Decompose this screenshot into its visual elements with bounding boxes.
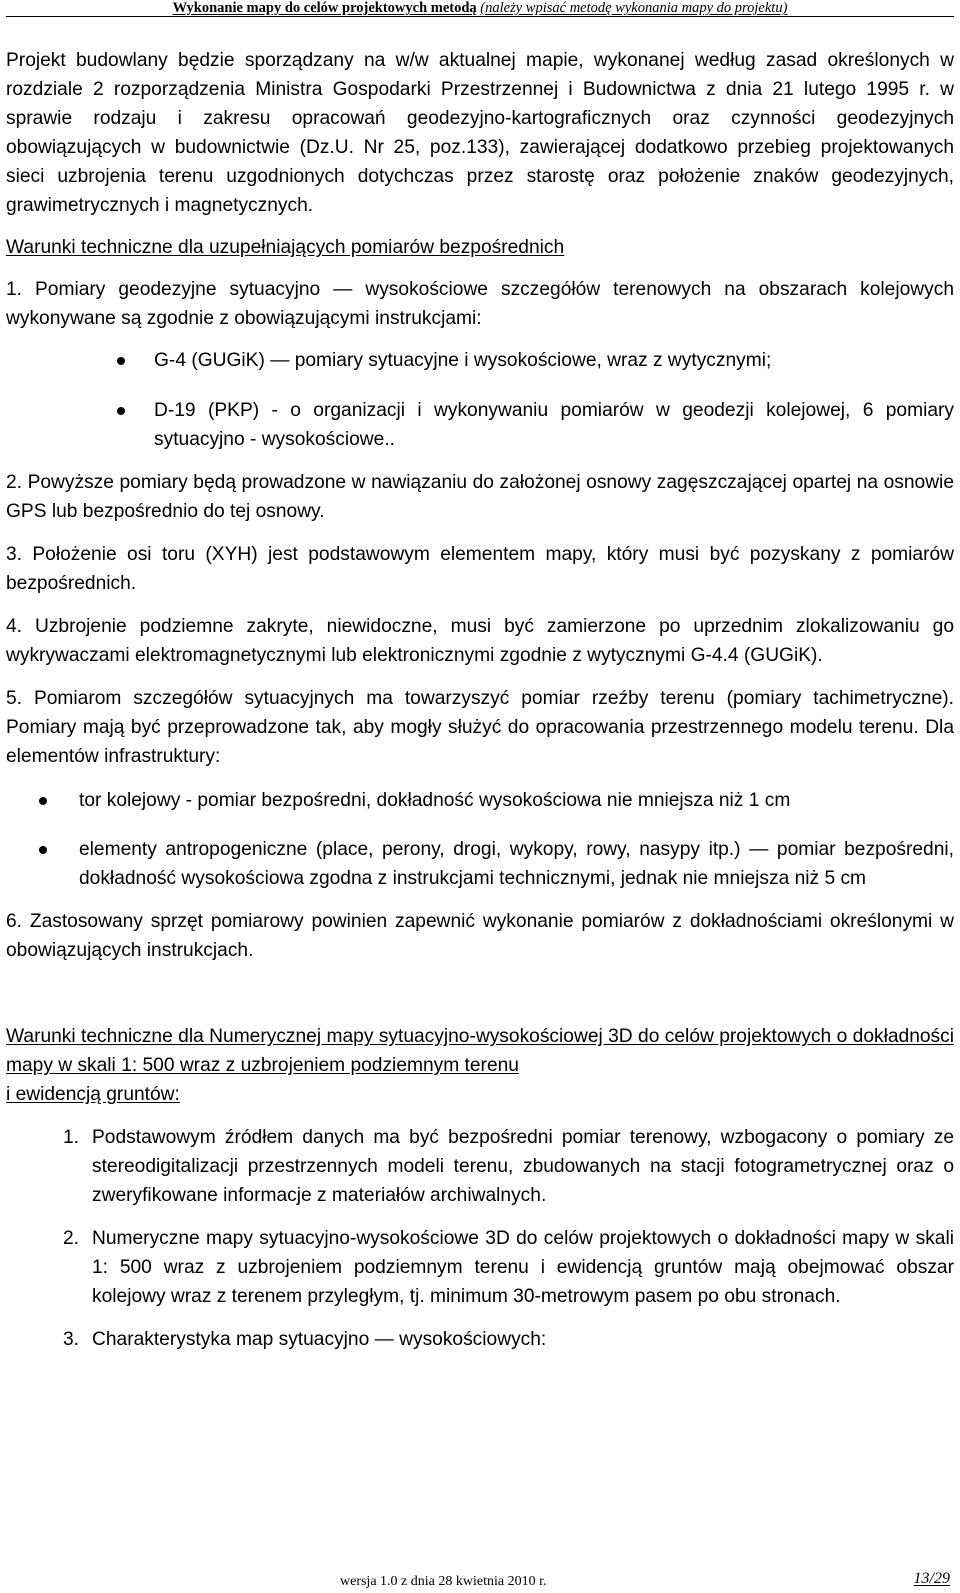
list-item-number: 2. bbox=[63, 1228, 80, 1249]
list-item-number: 3. bbox=[63, 1329, 80, 1350]
header-rule bbox=[6, 16, 954, 17]
section2-heading: Warunki techniczne dla Numerycznej mapy sytuacyjno-wysokościowej 3D do celów projektowych o dokładności mapy w skali 1: 500 wraz z uzbrojeniem podziemnym terenu bbox=[6, 1026, 954, 1076]
list-item-text: tor kolejowy - pomiar bezpośredni, dokładność wysokościowa nie mniejsza niż 1 cm bbox=[79, 790, 791, 811]
page-footer bbox=[0, 1568, 960, 1592]
list-item bbox=[6, 396, 954, 454]
version-label: wersja 1.0 z dnia 28 kwietnia 2010 r. bbox=[340, 1574, 547, 1589]
bullet-icon bbox=[39, 797, 47, 805]
section1-paragraph-1: 1. Pomiary geodezyjne sytuacyjno — wysokościowe szczegółów terenowych na obszarach kolejowych wykonywane są zgodnie z obowiązującymi instrukcjami: bbox=[6, 279, 954, 329]
list-item bbox=[6, 786, 954, 815]
page-number: 13/29 bbox=[913, 1570, 950, 1587]
section1-heading: Warunki techniczne dla uzupełniających pomiarów bezpośrednich bbox=[6, 237, 565, 258]
list-item bbox=[6, 1325, 954, 1354]
list-item bbox=[6, 346, 954, 375]
list-item bbox=[6, 835, 954, 893]
intro-paragraph: Projekt budowlany będzie sporządzany na w/w aktualnej mapie, wykonanej według zasad określonych w rozdziale 2 rozporządzenia Ministra Gospodarki Przestrzennej i Budownictwa z dnia 21 lutego 1995 r. w sprawie rodzaju i zakresu opracowań geodezyjno-kartograficznych oraz czynności geodezyjnych obowiązujących w budownictwie (Dz.U. Nr 25, poz.133), zawierającej dodatkowo przebieg projektowanych sieci uzbrojenia terenu uzgodnionych dotychczas przez starostę oraz położenie znaków geodezyjnych, grawimetrycznych i magnetycznych. bbox=[6, 50, 954, 216]
list-item-number: 1. bbox=[63, 1127, 80, 1148]
list-item bbox=[6, 1123, 954, 1210]
page-content bbox=[6, 46, 954, 1354]
section1-paragraph-4: 4. Uzbrojenie podziemne zakryte, niewidoczne, musi być zamierzone po uprzednim zlokalizowaniu go wykrywaczami elektromagnetycznymi lub elektronicznymi zgodnie z wytycznymi G-4.4 (GUGiK). bbox=[6, 616, 954, 666]
list-item bbox=[6, 1224, 954, 1311]
section1-paragraph-2: 2. Powyższe pomiary będą prowadzone w nawiązaniu do założonej osnowy zagęszczającej opartej na osnowie GPS lub bezpośrednio do tej osnowy. bbox=[6, 472, 954, 522]
bullet-icon bbox=[117, 407, 125, 415]
list-item-text: Podstawowym źródłem danych ma być bezpośredni pomiar terenowy, wzbogacony o pomiary ze stereodigitalizacji przestrzennych modeli terenu, zbudowanych na stacji fotogrametrycznej oraz o zweryfikowane informacje z materiałów archiwalnych. bbox=[92, 1127, 954, 1206]
header-note: (należy wpisać metodę wykonania mapy do projektu) bbox=[480, 0, 788, 16]
list-item-text: Numeryczne mapy sytuacyjno-wysokościowe 3D do celów projektowych o dokładności mapy w skali 1: 500 wraz z uzbrojeniem podziemnym terenu i ewidencją gruntów mają obejmować obszar kolejowy wraz z terenem przyległym, tj. minimum 30-metrowym pasem po obu stronach. bbox=[92, 1228, 954, 1307]
list-item-text: G-4 (GUGiK) — pomiary sytuacyjne i wysokościowe, wraz z wytycznymi; bbox=[154, 350, 772, 371]
header-title: Wykonanie mapy do celów projektowych metodą bbox=[172, 0, 477, 16]
section2-heading-line2: i ewidencją gruntów: bbox=[6, 1084, 180, 1105]
section1-paragraph-3: 3. Położenie osi toru (XYH) jest podstawowym elementem mapy, który musi być pozyskany z pomiarów bezpośrednich. bbox=[6, 544, 954, 594]
list-item-text: D-19 (PKP) - o organizacji i wykonywaniu pomiarów w geodezji kolejowej, 6 pomiary sytuacyjno - wysokościowe.. bbox=[154, 400, 954, 450]
instructions-list bbox=[6, 346, 954, 454]
section1-paragraph-5: 5. Pomiarom szczegółów sytuacyjnych ma towarzyszyć pomiar rzeźby terenu (pomiary tachimetryczne). Pomiary mają być przeprowadzone tak, aby mogły służyć do opracowania przestrzennego modelu terenu. Dla elementów infrastruktury: bbox=[6, 688, 954, 767]
bullet-icon bbox=[117, 357, 125, 365]
infrastructure-list bbox=[6, 786, 954, 893]
requirements-list bbox=[6, 1123, 954, 1354]
list-item-text: Charakterystyka map sytuacyjno — wysokościowych: bbox=[92, 1329, 547, 1350]
list-item-text: elementy antropogeniczne (place, perony, drogi, wykopy, rowy, nasypy itp.) — pomiar bezpośredni, dokładność wysokościowa zgodna z instrukcjami technicznymi, jednak nie mniejsza niż 5 cm bbox=[79, 839, 954, 889]
section1-paragraph-6: 6. Zastosowany sprzęt pomiarowy powinien zapewnić wykonanie pomiarów z dokładnościami określonymi w obowiązujących instrukcjach. bbox=[6, 911, 954, 961]
bullet-icon bbox=[39, 846, 47, 854]
